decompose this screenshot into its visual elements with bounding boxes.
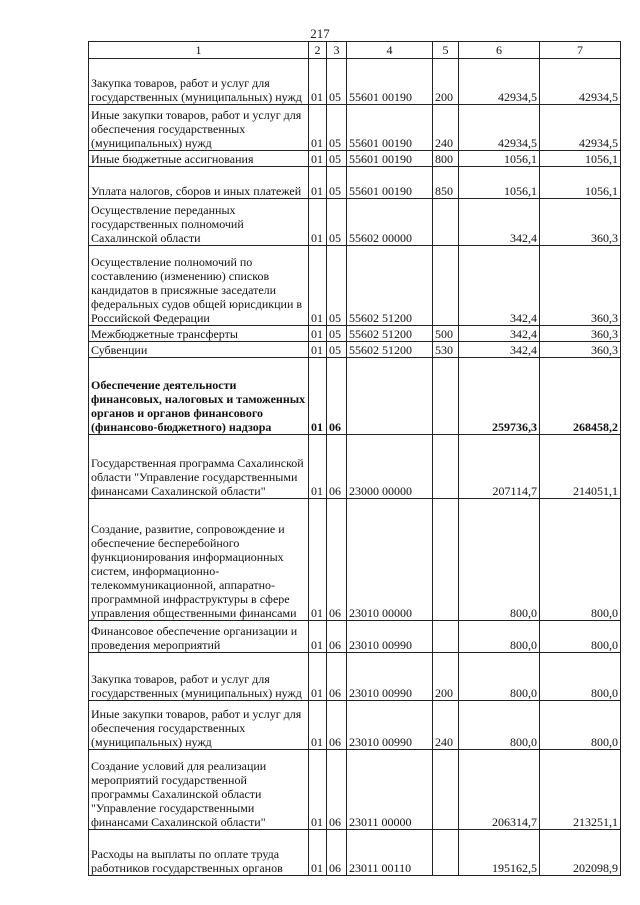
row-name-cell: Осуществление переданных государственных полномочий Сахалинской области [89, 199, 309, 246]
subsection-code-cell: 06 [327, 499, 347, 621]
expense-type-cell: 200 [433, 653, 459, 701]
amount-year2-cell: 360,3 [540, 246, 621, 326]
subsection-code-cell: 05 [327, 326, 347, 342]
section-code-cell: 01 [309, 358, 327, 435]
row-name-cell: Финансовое обеспечение организации и проведения мероприятий [89, 621, 309, 653]
row-name-cell: Иные закупки товаров, работ и услуг для обеспечения государственных (муниципальных) нужд [89, 105, 309, 151]
amount-year1-cell: 342,4 [459, 326, 540, 342]
subsection-code-cell: 05 [327, 342, 347, 358]
amount-year2-cell: 213251,1 [540, 750, 621, 830]
table-row [89, 59, 621, 105]
amount-year1-cell: 259736,3 [459, 358, 540, 435]
row-name-cell: Межбюджетные трансферты [89, 326, 309, 342]
amount-year1-cell: 800,0 [459, 701, 540, 750]
target-article-cell: 23010 00990 [347, 621, 433, 653]
row-name-cell: Расходы на выплаты по оплате труда работников государственных органов [89, 830, 309, 876]
amount-year1-cell: 1056,1 [459, 167, 540, 199]
expense-type-cell [433, 199, 459, 246]
section-code-cell: 01 [309, 342, 327, 358]
amount-year1-cell: 342,4 [459, 342, 540, 358]
amount-year2-cell: 42934,5 [540, 59, 621, 105]
column-header: 3 [327, 42, 347, 59]
expense-type-cell: 240 [433, 105, 459, 151]
section-code-cell: 01 [309, 151, 327, 167]
amount-year2-cell: 800,0 [540, 701, 621, 750]
section-code-cell: 01 [309, 199, 327, 246]
amount-year1-cell: 1056,1 [459, 151, 540, 167]
row-name-cell: Закупка товаров, работ и услуг для государственных (муниципальных) нужд [89, 653, 309, 701]
target-article-cell: 55601 00190 [347, 105, 433, 151]
amount-year1-cell: 800,0 [459, 653, 540, 701]
expense-type-cell [433, 621, 459, 653]
expense-type-cell [433, 435, 459, 499]
amount-year1-cell: 342,4 [459, 199, 540, 246]
table-row [89, 167, 621, 199]
amount-year2-cell: 800,0 [540, 499, 621, 621]
subsection-code-cell: 06 [327, 750, 347, 830]
subsection-code-cell: 06 [327, 358, 347, 435]
target-article-cell: 55602 51200 [347, 326, 433, 342]
target-article-cell: 55601 00190 [347, 59, 433, 105]
target-article-cell: 23000 00000 [347, 435, 433, 499]
table-row [89, 342, 621, 358]
amount-year1-cell: 42934,5 [459, 105, 540, 151]
section-code-cell: 01 [309, 435, 327, 499]
amount-year2-cell: 800,0 [540, 653, 621, 701]
target-article-cell: 55602 00000 [347, 199, 433, 246]
target-article-cell: 23011 00110 [347, 830, 433, 876]
table-row [89, 199, 621, 246]
table-row [89, 326, 621, 342]
subsection-code-cell: 05 [327, 151, 347, 167]
amount-year2-cell: 1056,1 [540, 167, 621, 199]
section-code-cell: 01 [309, 246, 327, 326]
table-row [89, 358, 621, 435]
row-name-cell: Закупка товаров, работ и услуг для государственных (муниципальных) нужд [89, 59, 309, 105]
amount-year2-cell: 268458,2 [540, 358, 621, 435]
amount-year2-cell: 202098,9 [540, 830, 621, 876]
subsection-code-cell: 06 [327, 435, 347, 499]
row-name-cell: Иные бюджетные ассигнования [89, 151, 309, 167]
target-article-cell: 23011 00000 [347, 750, 433, 830]
amount-year2-cell: 800,0 [540, 621, 621, 653]
amount-year2-cell: 360,3 [540, 199, 621, 246]
section-code-cell: 01 [309, 59, 327, 105]
amount-year1-cell: 800,0 [459, 621, 540, 653]
subsection-code-cell: 05 [327, 246, 347, 326]
expense-type-cell [433, 830, 459, 876]
section-code-cell: 01 [309, 105, 327, 151]
table-row [89, 621, 621, 653]
expense-type-cell [433, 499, 459, 621]
expense-type-cell: 500 [433, 326, 459, 342]
subsection-code-cell: 05 [327, 167, 347, 199]
column-header: 5 [433, 42, 459, 59]
row-name-cell: Иные закупки товаров, работ и услуг для обеспечения государственных (муниципальных) нужд [89, 701, 309, 750]
row-name-cell: Создание, развитие, сопровождение и обеспечение бесперебойного функционирования информационных систем, информационно-телекоммуникационной, аппаратно-программной инфраструктуры в сфере управления общественными финансами [89, 499, 309, 621]
expense-type-cell: 240 [433, 701, 459, 750]
expense-type-cell: 200 [433, 59, 459, 105]
table-row [89, 830, 621, 876]
table-row [89, 105, 621, 151]
section-code-cell: 01 [309, 701, 327, 750]
amount-year2-cell: 360,3 [540, 342, 621, 358]
table-row [89, 246, 621, 326]
table-row [89, 151, 621, 167]
section-code-cell: 01 [309, 499, 327, 621]
amount-year1-cell: 42934,5 [459, 59, 540, 105]
expense-type-cell [433, 358, 459, 435]
target-article-cell: 23010 00990 [347, 653, 433, 701]
section-code-cell: 01 [309, 326, 327, 342]
amount-year1-cell: 207114,7 [459, 435, 540, 499]
column-header: 7 [540, 42, 621, 59]
target-article-cell: 55602 51200 [347, 246, 433, 326]
section-code-cell: 01 [309, 167, 327, 199]
subsection-code-cell: 05 [327, 59, 347, 105]
subsection-code-cell: 06 [327, 621, 347, 653]
column-header: 4 [347, 42, 433, 59]
target-article-cell: 55602 51200 [347, 342, 433, 358]
section-code-cell: 01 [309, 621, 327, 653]
subsection-code-cell: 05 [327, 105, 347, 151]
subsection-code-cell: 06 [327, 830, 347, 876]
target-article-cell: 23010 00990 [347, 701, 433, 750]
section-code-cell: 01 [309, 653, 327, 701]
table-row [89, 701, 621, 750]
target-article-cell: 23010 00000 [347, 499, 433, 621]
target-article-cell: 55601 00190 [347, 167, 433, 199]
page-number: 217 [310, 26, 330, 41]
row-name-cell: Уплата налогов, сборов и иных платежей [89, 167, 309, 199]
column-header: 6 [459, 42, 540, 59]
subsection-code-cell: 06 [327, 701, 347, 750]
table-row [89, 435, 621, 499]
expense-type-cell: 530 [433, 342, 459, 358]
amount-year2-cell: 42934,5 [540, 105, 621, 151]
amount-year1-cell: 195162,5 [459, 830, 540, 876]
amount-year1-cell: 206314,7 [459, 750, 540, 830]
row-name-cell: Субвенции [89, 342, 309, 358]
column-header: 1 [89, 42, 309, 59]
subsection-code-cell: 05 [327, 199, 347, 246]
column-header: 2 [309, 42, 327, 59]
table-row [89, 750, 621, 830]
amount-year1-cell: 800,0 [459, 499, 540, 621]
row-name-cell: Государственная программа Сахалинской области "Управление государственными финансами Сахалинской области" [89, 435, 309, 499]
table-row [89, 653, 621, 701]
row-name-cell: Обеспечение деятельности финансовых, налоговых и таможенных органов и органов финансового (финансово-бюджетного) надзора [89, 358, 309, 435]
expense-type-cell: 850 [433, 167, 459, 199]
expense-type-cell [433, 246, 459, 326]
budget-table [88, 41, 621, 876]
amount-year2-cell: 214051,1 [540, 435, 621, 499]
section-code-cell: 01 [309, 830, 327, 876]
row-name-cell: Осуществление полномочий по составлению (изменению) списков кандидатов в присяжные заседатели федеральных судов общей юрисдикции в Российской Федерации [89, 246, 309, 326]
header-row [89, 42, 621, 59]
amount-year1-cell: 342,4 [459, 246, 540, 326]
amount-year2-cell: 360,3 [540, 326, 621, 342]
target-article-cell: 55601 00190 [347, 151, 433, 167]
section-code-cell: 01 [309, 750, 327, 830]
expense-type-cell [433, 750, 459, 830]
subsection-code-cell: 06 [327, 653, 347, 701]
row-name-cell: Создание условий для реализации мероприятий государственной программы Сахалинской области "Управление государственными финансами Сахалинской области" [89, 750, 309, 830]
expense-type-cell: 800 [433, 151, 459, 167]
table-row [89, 499, 621, 621]
target-article-cell [347, 358, 433, 435]
amount-year2-cell: 1056,1 [540, 151, 621, 167]
